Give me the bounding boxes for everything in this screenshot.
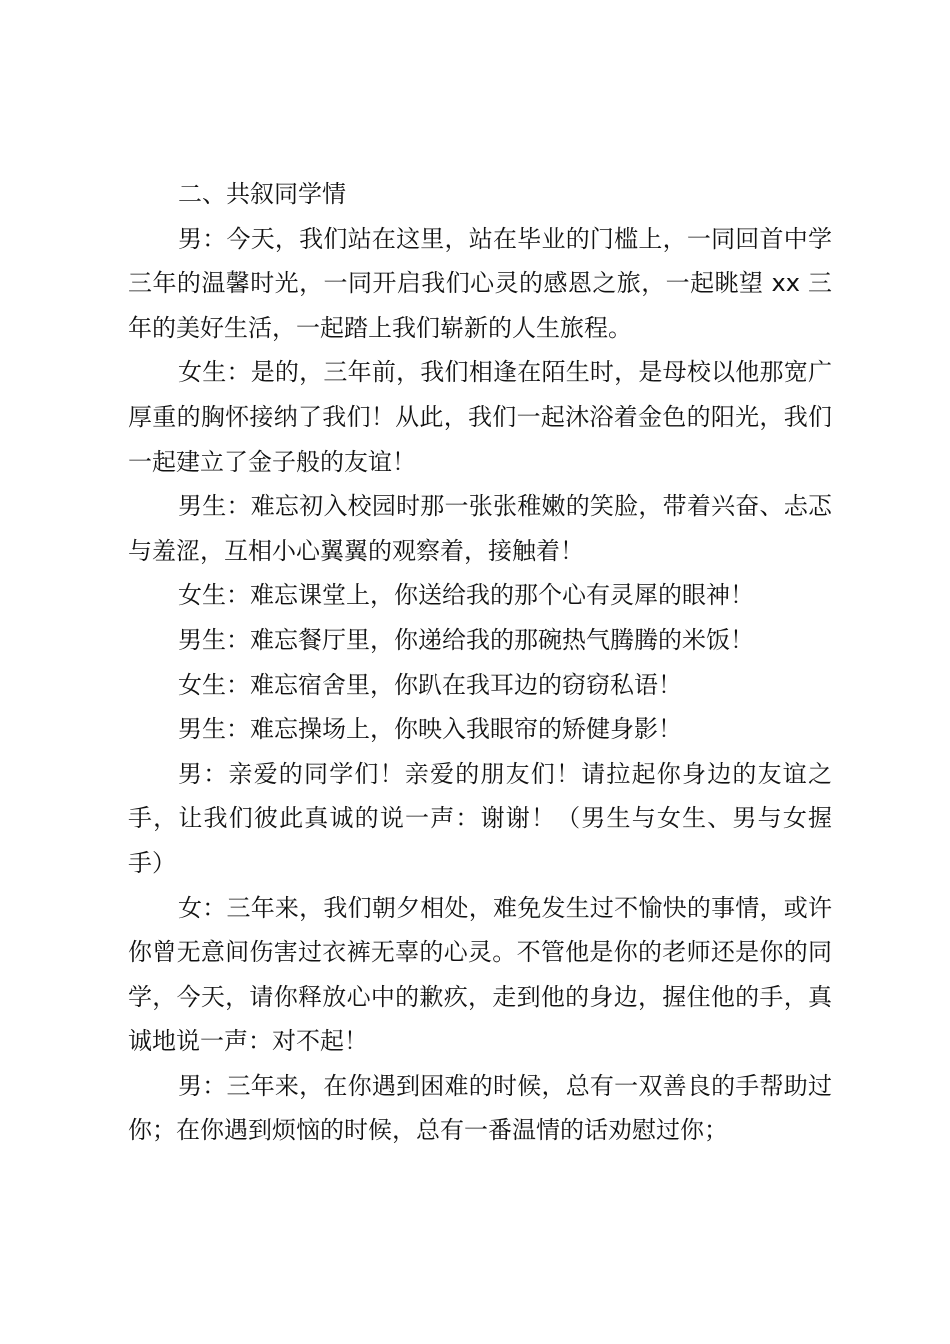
document-page: [128, 172, 832, 1153]
paragraph: 男：今天，我们站在这里，站在毕业的门槛上，一同回首中学三年的温馨时光，一同开启我们心灵的感恩之旅，一起眺望 xx 三年的美好生活，一起踏上我们崭新的人生旅程。: [128, 224, 832, 342]
paragraph: 男生：难忘操场上，你映入我眼帘的矫健身影！: [178, 715, 682, 744]
paragraph: 男：三年来，在你遇到困难的时候，总有一双善良的手帮助过你；在你遇到烦恼的时候，总有一番温情的话劝慰过你；: [128, 1071, 832, 1145]
paragraph: 女生：难忘课堂上，你送给我的那个心有灵犀的眼神！: [178, 581, 754, 610]
paragraph: 女生：难忘宿舍里，你趴在我耳边的窃窃私语！: [178, 670, 682, 699]
paragraph: 女：三年来，我们朝夕相处，难免发生过不愉快的事情，或许你曾无意间伤害过衣裤无辜的心灵。不管他是你的老师还是你的同学，今天，请你释放心中的歉疚，走到他的身边，握住他的手，真诚地说一声：对不起！: [128, 893, 832, 1056]
paragraph: 男：亲爱的同学们！亲爱的朋友们！请拉起你身边的友谊之手，让我们彼此真诚的说一声：谢谢！（男生与女生、男与女握手）: [128, 759, 832, 877]
paragraph: 男生：难忘初入校园时那一张张稚嫩的笑脸，带着兴奋、忐忑与羞涩，互相小心翼翼的观察着，接触着！: [128, 492, 832, 565]
section-heading: 二、共叙同学情: [178, 180, 346, 208]
paragraph: 男生：难忘餐厅里，你递给我的那碗热气腾腾的米饭！: [178, 625, 754, 654]
paragraph: 女生：是的，三年前，我们相逢在陌生时，是母校以他那宽广厚重的胸怀接纳了我们！从此，我们一起沐浴着金色的阳光，我们一起建立了金子般的友谊！: [128, 358, 832, 476]
